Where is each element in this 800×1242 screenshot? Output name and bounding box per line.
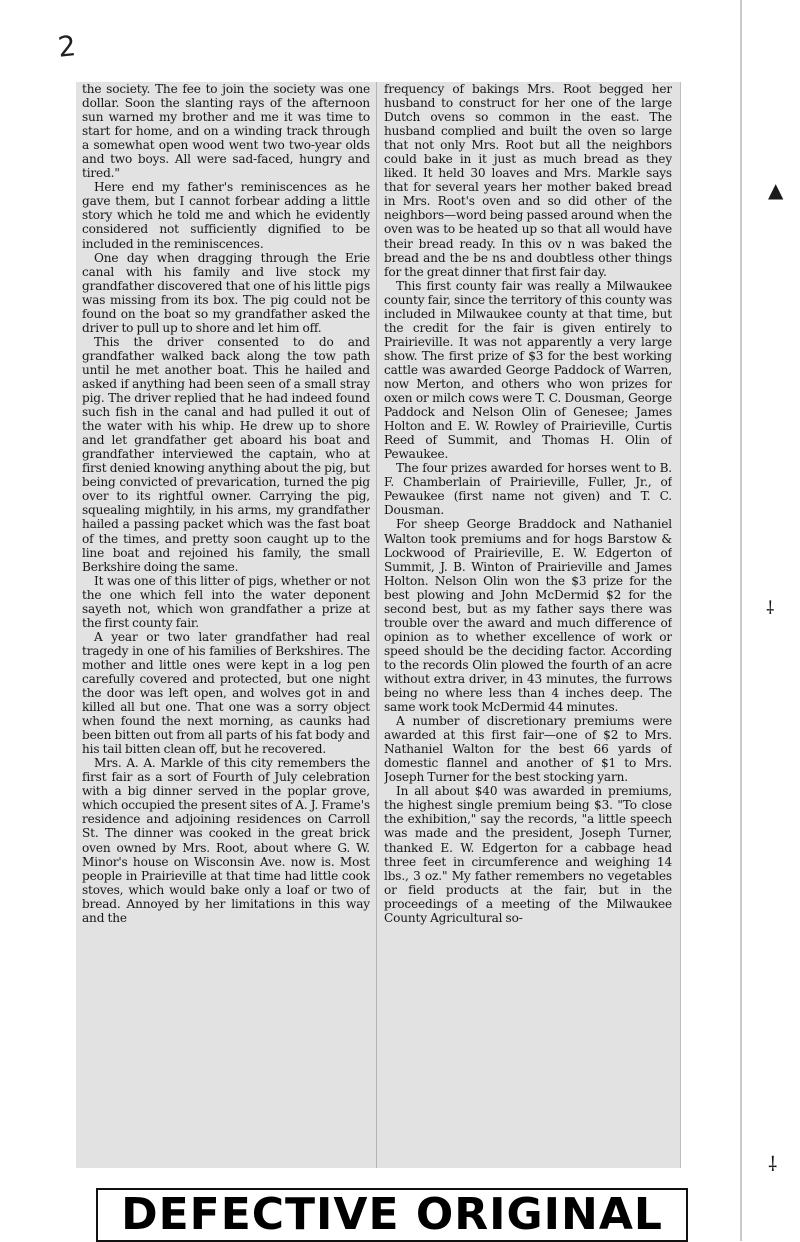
article-column-left [82,82,370,1168]
paragraph: One day when dragging through the Erie canal with his family and live stock my grandfather discovered that one of his little pigs was missing from its box. The pig could not be found on the boat so my grandfather asked the driver to pull up to shore and let him off. [82,250,370,335]
paragraph: The four prizes awarded for horses went to B. F. Chamberlain of Prairieville, Fuller, Jr., of Pewaukee (first name not given) and T. C. Dousman. [384,461,672,518]
margin-mark: ▲ [768,178,784,202]
newspaper-clipping [76,82,681,1168]
article-column-right [384,82,672,1168]
paragraph: For sheep George Braddock and Nathaniel Walton took premiums and for hogs Barstow & Lockwood of Prairieville, E. W. Edgerton of Summit, J. B. Winton of Prairieville and James Holton. Nelson Olin won the $3 prize for the best plowing and John McDermid $2 for the second best, but as my father says there was trouble over the award and much difference of opinion as to whether excellence of work or speed should be the deciding factor. According to the records Olin plowed the fourth of an acre without extra driver, in 43 minutes, the furrows being no where less than 4 inches deep. The same work took McDermid 44 minutes. [384,517,672,715]
paragraph: This the driver consented to do and grandfather walked back along the tow path until he met another boat. This he hailed and asked if anything had been seen of a small stray pig. The driver replied that he had indeed found such fish in the canal and had pulled it out of the water with his whip. He drew up to shore and let grandfather get aboard his boat and grandfather interviewed the captain, who at first denied knowing anything about the pig, but being convicted of prevarication, turned the pig over to its rightful owner. Carrying the pig, squealing mightily, in his arms, my grandfather hailed a passing packet which was the fast boat of the times, and pretty soon caught up to the line boat and rejoined his family, the small Berkshire doing the same. [82,334,370,574]
page-edge-line [740,0,742,1241]
page-number: 2 [56,29,78,64]
paragraph: Mrs. A. A. Markle of this city remembers the first fair as a sort of Fourth of July celebration with a big dinner served in the poplar grove, which occupied the present sites of A. J. Frame's residence and adjoining residences on Carroll St. The dinner was cooked in the great brick oven owned by Mrs. Root, about where G. W. Minor's house on Wisconsin Ave. now is. Most people in Prairieville at that time had little cook stoves, which would bake only a loaf or two of bread. Annoyed by her limitations in this way and the [82,756,370,925]
paragraph: A year or two later grandfather had real tragedy in one of his families of Berkshires. The mother and little ones were kept in a log pen carefully covered and protected, but one night the door was left open, and wolves got in and killed all but one. That one was a sorry object when found the next morning, as caunks had been bitten out from all parts of his fat body and his tail bitten clean off, but he recovered. [82,629,370,757]
defective-original-stamp: DEFECTIVE ORIGINAL [96,1188,688,1242]
paragraph: In all about $40 was awarded in premiums, the highest single premium being $3. "To close the exhibition," say the records, "a little speech was made and the president, Joseph Turner, thanked E. W. Edgerton for a cabbage head three feet in circumference and weighing 14 lbs., 3 oz." My father remembers no vegetables or field products at the fair, but in the proceedings of a meeting of the Milwaukee County Agricultural so- [384,784,672,925]
column-divider [376,82,377,1168]
paragraph: Here end my father's reminiscences as he gave them, but I cannot forbear adding a little story which he told me and which he evidently considered not sufficiently dignified to be included in the reminiscences. [82,180,370,251]
paragraph: A number of discretionary premiums were awarded at this first fair—one of $2 to Mrs. Nathaniel Walton for the best 66 yards of domestic flannel and another of $1 to Mrs. Joseph Turner for the best stocking yarn. [384,714,672,785]
paragraph: This first county fair was really a Milwaukee county fair, since the territory of this county was included in Milwaukee county at that time, but the credit for the fair is given entirely to Prairieville. It was not apparently a very large show. The first prize of $3 for the best working cattle was awarded George Paddock of Warren, now Merton, and others who won prizes for oxen or milch cows were T. C. Dousman, George Paddock and Nelson Olin of Genesee; James Holton and E. W. Rowley of Prairieville, Curtis Reed of Summit, and Thomas H. Olin of Pewaukee. [384,278,672,462]
margin-mark: ⸸ [768,1152,778,1176]
paragraph: frequency of bakings Mrs. Root begged her husband to construct for her one of the large Dutch ovens so common in the east. The husband complied and built the oven so large that not only Mrs. Root but all the neighbors could bake in it just as much bread as they liked. It held 30 loaves and Mrs. Markle says that for several years her mother baked bread in Mrs. Root's oven and so did other of the neighbors—word being passed around when the oven was to be heated up so that all would have their bread ready. In this ov n was baked the bread and the be ns and doubtless other things for the great dinner that first fair day. [384,82,672,279]
paragraph: It was one of this litter of pigs, whether or not the one which fell into the water deponent sayeth not, which won grandfather a prize at the first county fair. [82,573,370,630]
margin-mark: ⸸ [766,598,775,619]
paragraph: the society. The fee to join the society was one dollar. Soon the slanting rays of the afternoon sun warned my brother and me it was time to start for home, and on a winding track through a somewhat open wood went two two-year olds and two boys. All were sad-faced, hungry and tired." [82,82,370,181]
